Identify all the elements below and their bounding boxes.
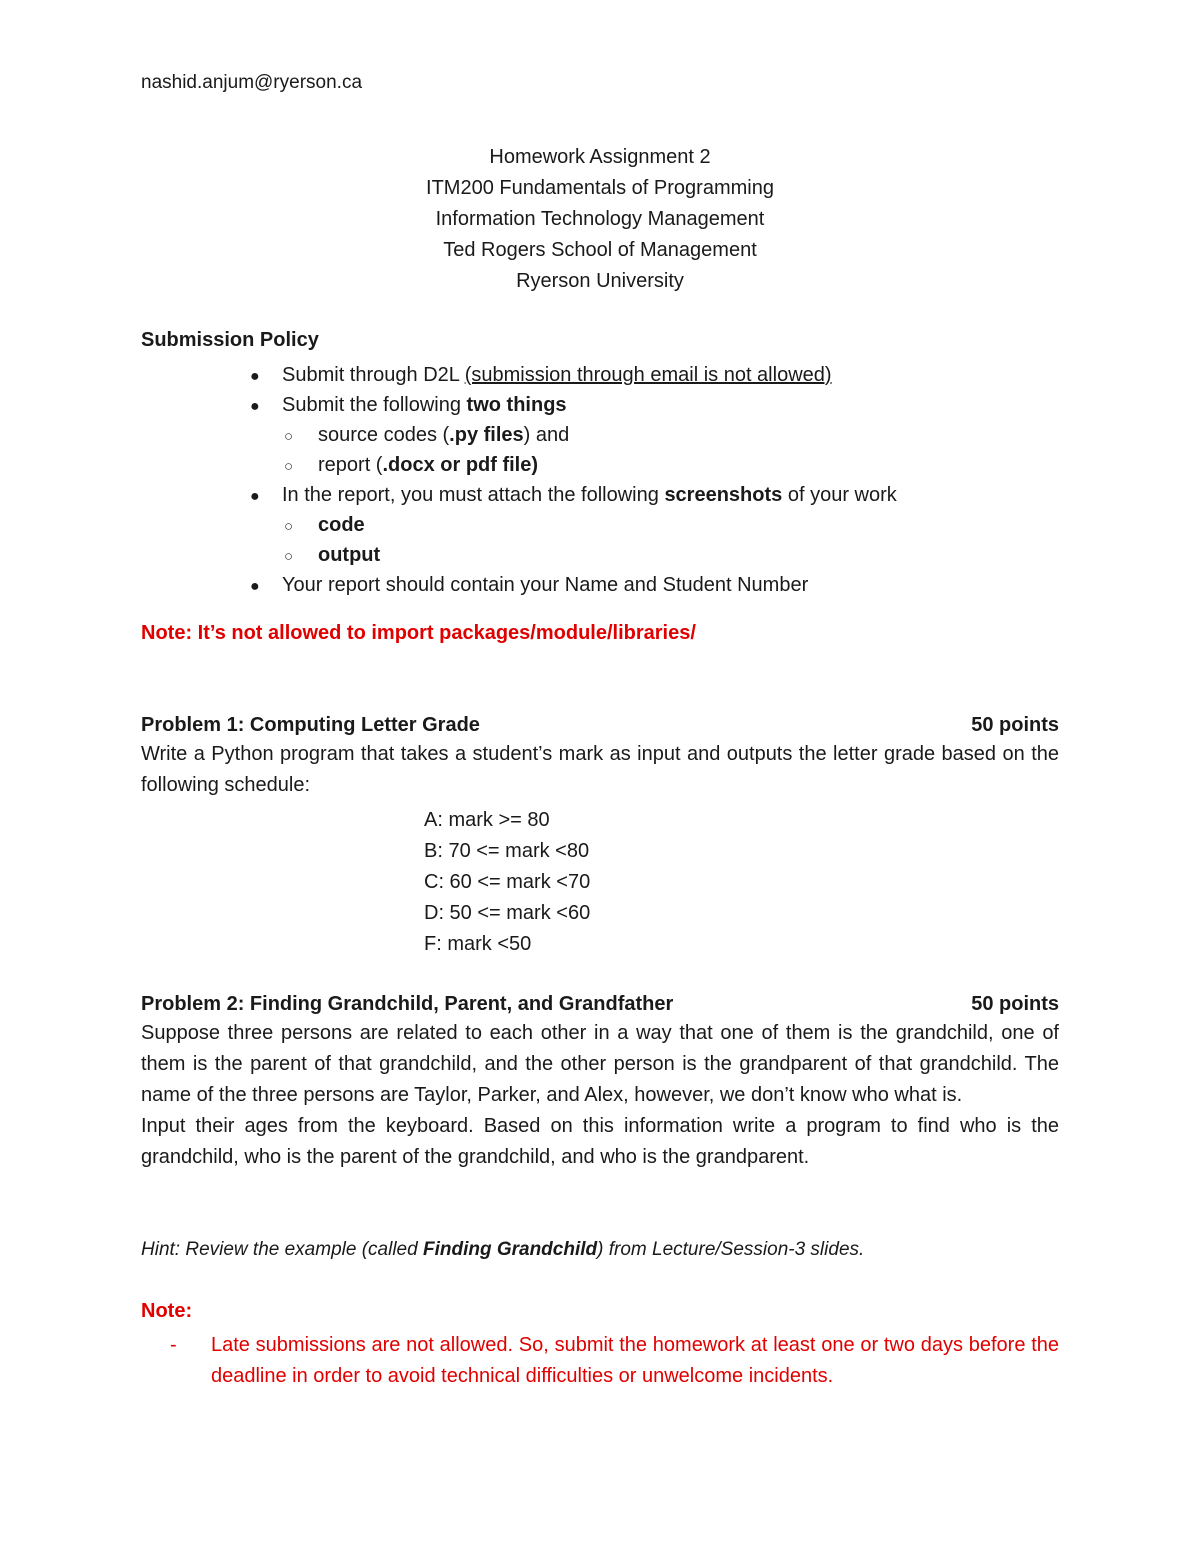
title-block: [0, 142, 1200, 297]
filled-bullet-icon: ●: [250, 368, 260, 385]
list-item-text: In the report, you must attach the following: [282, 484, 665, 506]
dash-bullet: -: [170, 1334, 177, 1356]
bold-text: .docx or pdf file: [382, 454, 532, 476]
list-item-text: Submit through D2L: [282, 364, 465, 386]
hollow-circle-icon: ○: [284, 458, 294, 475]
grade-schedule: [424, 805, 590, 960]
problem-2-points: 50 points: [971, 993, 1059, 1015]
problem-1-header: [141, 714, 1059, 737]
grade-d: D: 50 <= mark <60: [424, 902, 591, 924]
problem-1-description: Write a Python program that takes a student’s mark as input and outputs the letter grade based on the following schedule:: [141, 743, 1059, 796]
list-item: [250, 361, 970, 391]
title-line-program: Information Technology Management: [435, 208, 765, 230]
bold-text: two things: [466, 394, 567, 416]
grade-f: F: mark <50: [424, 933, 532, 955]
problem-2-title: Problem 2: Finding Grandchild, Parent, and Grandfather: [141, 993, 674, 1015]
sub-item-text: source codes (: [318, 424, 450, 446]
sub-list-item: [250, 451, 970, 481]
grade-c: C: 60 <= mark <70: [424, 871, 591, 893]
sub-item-output: output: [318, 544, 381, 566]
sub-item-text: report (: [318, 454, 383, 476]
list-item: [250, 571, 970, 601]
submission-policy-list: [250, 361, 970, 601]
filled-bullet-icon: ●: [250, 398, 260, 415]
sub-list-item: [250, 511, 970, 541]
late-note-item: [170, 1330, 1059, 1392]
hint-bold: Finding Grandchild: [422, 1239, 598, 1260]
problem-1: [141, 714, 1059, 801]
filled-bullet-icon: ●: [250, 578, 260, 595]
underlined-note: (submission through email is not allowed): [464, 364, 832, 386]
hollow-circle-icon: ○: [284, 518, 294, 535]
author-email: nashid.anjum@ryerson.ca: [141, 72, 363, 93]
list-item: [250, 481, 970, 511]
problem-2-description: Suppose three persons are related to each other in a way that one of them is the grandchild, one of them is the parent of that grandchild, and the other person is the grandparent of that grandchild. The name of the three persons are Taylor, Parker, and Alex, however, we don’t know who what is.: [141, 1022, 1059, 1106]
sub-list-item: [250, 541, 970, 571]
list-item-text: Submit the following: [282, 394, 467, 416]
title-line-assignment: Homework Assignment 2: [489, 146, 711, 168]
problem-1-points: 50 points: [971, 714, 1059, 736]
problem-2-task: Input their ages from the keyboard. Based on this information write a program to find who is the grandchild, who is the parent of the grandchild, and who is the grandparent.: [141, 1115, 1059, 1168]
list-item: [250, 391, 970, 421]
problem-1-title: Problem 1: Computing Letter Grade: [141, 714, 480, 736]
title-line-course: ITM200 Fundamentals of Programming: [426, 177, 774, 199]
bold-text: .py files: [449, 424, 524, 446]
problem-2: [141, 993, 1059, 1173]
hollow-circle-icon: ○: [284, 428, 294, 445]
title-line-university: Ryerson University: [516, 270, 684, 292]
sub-item-tail: ): [531, 454, 539, 476]
sub-item-tail: ) and: [523, 424, 570, 446]
title-line-school: Ted Rogers School of Management: [443, 239, 757, 261]
sub-list-item: [250, 421, 970, 451]
grade-a: A: mark >= 80: [424, 809, 550, 831]
list-item-text: Your report should contain your Name and Student Number: [282, 574, 809, 596]
filled-bullet-icon: ●: [250, 488, 260, 505]
late-note-heading: Note:: [141, 1300, 193, 1322]
hollow-circle-icon: ○: [284, 548, 294, 565]
hint-suffix: ) from Lecture/Session-3 slides.: [597, 1239, 865, 1260]
hint-text: [141, 1239, 864, 1261]
hint-prefix: Hint: Review the example (called: [141, 1239, 423, 1260]
sub-item-code: code: [318, 514, 365, 536]
import-note: Note: It’s not allowed to import packages/module/libraries/: [141, 622, 696, 644]
late-note-text: Late submissions are not allowed. So, submit the homework at least one or two days before the deadline in order to avoid technical difficulties or unwelcome incidents.: [211, 1334, 1059, 1387]
problem-2-header: [141, 993, 1059, 1016]
list-item-tail: of your work: [782, 484, 897, 506]
bold-text: screenshots: [664, 484, 783, 506]
submission-policy-heading: Submission Policy: [141, 329, 319, 351]
grade-b: B: 70 <= mark <80: [424, 840, 590, 862]
